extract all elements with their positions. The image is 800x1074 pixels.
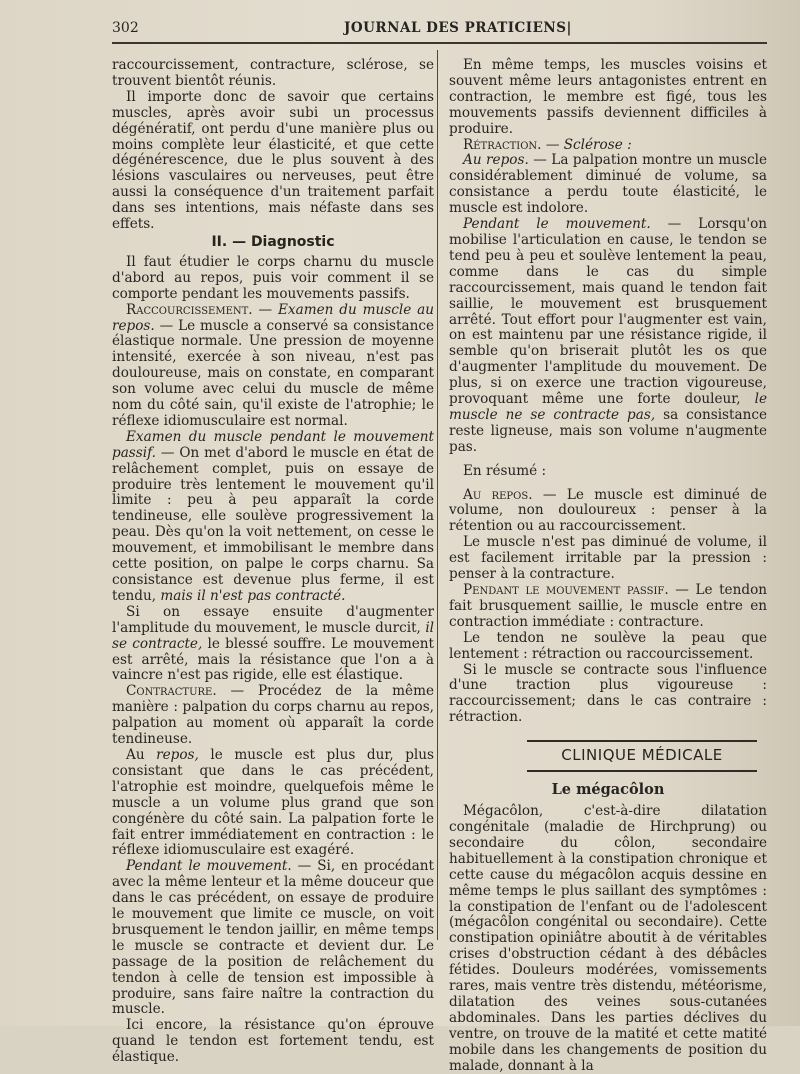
paragraph: Le muscle n'est pas diminué de volume, il est facilement irritable par la pression : penser à la contracture. — [449, 534, 767, 583]
subsection-label: Contracture. — [126, 683, 217, 700]
paragraph — [112, 430, 434, 605]
subsection-label: Raccourcissement. — [126, 301, 253, 318]
journal-title: JOURNAL DES PRATICIENS| — [344, 20, 572, 36]
paragraph-text: Si on essaye ensuite d'augmenter l'amplitude du mouvement, le muscle durcit, — [112, 603, 434, 636]
paragraph: En même temps, les muscles voisins et souvent même leurs antagonistes entrent en contraction, le membre est figé, tous les mouvements passifs deviennent difficiles à produire. — [449, 57, 767, 137]
paragraph — [449, 217, 767, 456]
paragraph-text: le blessé souffre. Le mouvement est arrêté, mais la résistance que l'on a à vaincre n'est pas rigide, elle est élastique. — [112, 635, 435, 684]
paragraph-text: — Le muscle est diminué de volume, non douloureux : penser à la rétention ou au raccourcissement. — [449, 486, 767, 535]
italic-phrase: le muscle ne se contracte pas, — [449, 391, 767, 423]
header-rule — [112, 42, 767, 44]
paragraph: Le tendon ne soulève la peau que lentement : rétraction ou raccourcissement. — [449, 629, 767, 662]
italic-phrase: Examen du muscle au repos. — [112, 301, 434, 334]
paragraph: Ici encore, la résistance qu'on éprouve quand le tendon est fortement tendu, est élastique. — [112, 1017, 434, 1066]
paragraph — [112, 859, 434, 1018]
italic-phrase: il se contracte, — [112, 619, 435, 652]
paragraph: Si le muscle se contracte sous l'influence d'une traction plus vigoureuse : raccourcissement; dans le cas contraire : rétraction. — [449, 661, 767, 726]
paragraph: raccourcissement, contracture, sclérose, se trouvent bientôt réunis. — [112, 57, 434, 89]
paragraph-text: — Lorsqu'on mobilise l'articulation en cause, le tendon se tend peu à peu et soulève lentement la peau, comme dans le cas du simple raccourcissement, mais quand le tendon fait saillie, le mouvement est brusquement arrêté. Tout effort pour l'augmenter est vain, on est maintenu par une résistance rigide, il semble qu'on briserait plutôt les os que d'augmenter l'amplitude du mouvement. De plus, si on exerce une traction vigoureuse, provoquant même une forte douleur, — [449, 216, 768, 408]
paragraph-text: — On met d'abord le muscle en état de relâchement complet, puis on essaye de produire très lentement le mouvement qu'il limite : peu à peu apparaît la corde tendineuse, elle soulève progressivement la peau. Dès qu'on la voit nettement, on cesse le mouvement, et immobilisant le membre dans cette position, on palpe le corps charnu. Sa consistance est devenue plus ferme, il est tendu, — [112, 444, 434, 604]
paragraph-text: sa consistance reste ligneuse, mais son volume n'augmente pas. — [449, 406, 768, 455]
subsection-label: Au repos. — [463, 486, 533, 503]
italic-phrase: mais il n'est pas contracté. — [160, 587, 346, 604]
paragraph: En résumé : — [463, 462, 547, 479]
italic-phrase: repos, — [156, 746, 199, 763]
page-number: 302 — [112, 20, 139, 36]
paragraph — [112, 684, 434, 748]
italic-phrase: Au repos. — [463, 152, 529, 169]
paragraph-text: — Le tendon fait brusquement saillie, le muscle entre en contraction immédiate : contracture. — [449, 582, 768, 630]
section-banner — [527, 740, 757, 772]
page-header — [112, 18, 767, 42]
subsection-label: Rétraction. — [463, 136, 542, 153]
subsection-label: Pendant le mouvement passif. — [463, 582, 669, 598]
paragraph: Il importe donc de savoir que certains muscles, après avoir subi un processus dégénératif, ont perdu d'une manière plus ou moins complète leur élasticité, et que cette dégénérescence, due le plus souvent à des lésions vasculaires ou nerveuses, peut être aussi la conséquence d'un traitement parfait dans ses intentions, mais néfaste dans ses effets. — [112, 88, 434, 233]
paragraph: Mégacôlon, c'est-à-dire dilatation congénitale (maladie de Hirchprung) ou secondaire du côlon, secondaire habituellement à la constipation chronique et cette cause du mégacôlon acquis dessine en même temps le plus saillant des symptômes : la constipation de l'enfant ou de l'adolescent (mégacôlon congénital ou secondaire). Cette constipation opiniâtre aboutit à de véritables crises d'obstruction cédant à des débâcles fétides. Douleurs modérées, vomissements rares, mais ventre très distendu, météorisme, dilatation des veines sous-cutanées abdominales. Dans les parties déclives du ventre, on trouve de la matité et cette matité mobile dans les changements de position du malade, donnant à la — [449, 803, 767, 1074]
italic-phrase: Examen du muscle pendant le mouvement passif. — [112, 428, 434, 461]
paragraph — [449, 488, 767, 536]
paragraph — [449, 583, 767, 631]
section-banner-title: CLINIQUE MÉDICALE — [561, 746, 723, 765]
paragraph: Raccourcissement. — Examen du muscle au repos. — Le muscle a conservé sa consistance élastique normale. Une pression de moyenne intensité, exercée à son niveau, n'est pas douloureuse, mais on constate, en comparant son volume avec celui du muscle de même nom du côté sain, qu'il existe de l'atrophie; le réflexe idiomusculaire est normal. — [112, 301, 434, 429]
italic-phrase: Pendant le mouvement. — [463, 216, 651, 233]
italic-phrase: — Sclérose : — [545, 136, 632, 153]
paragraph — [449, 153, 767, 217]
section-heading: II. — Diagnostic — [211, 233, 335, 250]
article-title: Le mégacôlon — [551, 781, 665, 799]
paragraph-text: le muscle est plus dur, plus consistant que dans le cas précédent, l'atrophie est moindre, quelquefois même le muscle a un volume plus grand que son congénère du côté sain. La palpation forte le fait entrer immédiatement en contraction : le réflexe idiomusculaire est exagéré. — [112, 746, 434, 859]
paragraph — [449, 138, 767, 154]
left-column — [112, 58, 434, 1066]
column-divider — [437, 50, 438, 940]
paragraph-text: — Si, en procédant avec la même lenteur et la même douceur que dans le cas précédent, on essaye de produire le mouvement que limite ce muscle, on voit brusquement le tendon jaillir, en même temps le muscle se contracte et devient dur. Le passage de la position de relâchement du tendon à celle de tension est impossible à produire, sans faire naître la contraction du muscle. — [112, 858, 434, 1018]
right-column — [449, 58, 767, 1074]
paragraph: Il faut étudier le corps charnu du muscle d'abord au repos, puis voir comment il se comporte pendant les mouvements passifs. — [112, 253, 434, 302]
paragraph-text: Au — [126, 746, 145, 763]
paragraph-text: — Le muscle a conservé sa consistance élastique normale. Une pression de moyenne intensité, exercée à son niveau, n'est pas douloureuse, mais on constate, en comparant son volume avec celui du muscle de même nom du côté sain, qu'il existe de l'atrophie; le réflexe idiomusculaire est normal. — [112, 317, 434, 429]
paragraph-text: — Procédez de la même manière : palpation du corps charnu au repos, palpation au moment où apparaît la corde tendineuse. — [112, 683, 434, 748]
paragraph — [112, 605, 434, 685]
paragraph-text: — La palpation montre un muscle considérablement diminué de volume, sa consistance a perdu toute élasticité, le muscle est indolore. — [449, 152, 767, 217]
paragraph — [112, 748, 434, 859]
italic-phrase: Pendant le mouvement. — [126, 858, 292, 875]
